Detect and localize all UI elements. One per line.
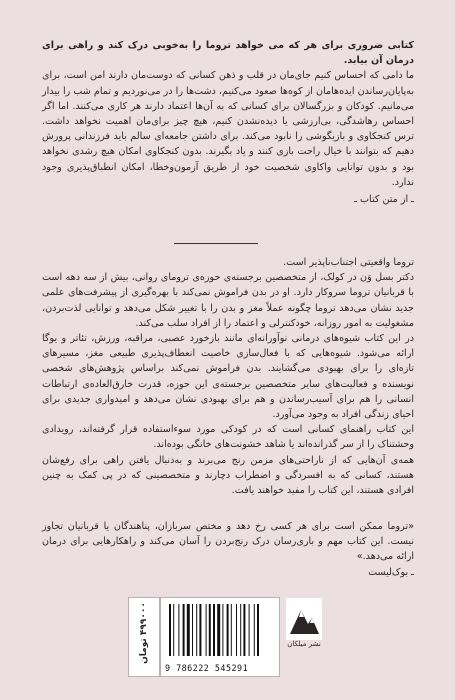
price-sticker (128, 597, 160, 677)
isbn-barcode (160, 597, 280, 677)
publisher-mountain-logo-icon (286, 598, 322, 640)
description-paragraph-2: دکتر بسل وَن در کولک، از متخصصین برجسته‌ی حوزه‌ی ترومای روانی، بیش از سه دهه است با قربانیان تروما سروکار دارد. او در بدن فراموش نمی‌کند با بهره‌گیری از پیشرفت‌های علمی جدید نشان می‌دهد تروما چگونه عملاً مغز و بدن را با تغییر شکل می‌دهد و توانایی لذت‌بردن، مشغولیت به امور روزانه، خودکنترلی و اعتماد را از افراد سلب می‌کند. (42, 272, 414, 329)
tagline: کتابی ضروری برای هر که می خواهد تروما را به‌خوبی درک کند و راهی برای درمان آن بیابد. (42, 40, 414, 67)
description-block (42, 255, 414, 498)
barcode-bars-icon (169, 604, 271, 656)
description-paragraph-5: همه‌ی آن‌هایی که از ناراحتی‌های مزمن رنج می‌برند و به‌دنبال یافتن راهی برای رفع‌شان هستند، کسانی که به افسردگی و اضطراب دچارند و متخصصینی که در پی کمک به چنین افرادی هستند، این کتاب را مفید خواهند یافت. (42, 454, 414, 497)
price-label: ۴۹۹۰۰۰ تومان (139, 602, 149, 664)
review-source: ـ بوک‌لیست (368, 566, 414, 578)
excerpt-block (42, 38, 414, 207)
description-paragraph-4: این کتاب راهنمای کسانی است که در کودکی مورد سوءاستفاده قرار گرفته‌اند، رویدادی وحشتناک را از سر گذرانده‌اند یا شاهد خشونت‌های خانگی بوده‌اند. (42, 424, 414, 451)
review-quote: «تروما ممکن است برای هر کسی رخ دهد و مختص سربازان، پناهندگان یا قربانیان تجاوز نیست. این کتاب مهم و باری‌رسان درک رنج‌بردن را آسان می‌کند و راهکارهایی برای درمان ارائه می‌دهد.» (42, 521, 414, 563)
description-paragraph-1: تروما واقعیتی اجتناب‌ناپذیر است. (283, 257, 414, 268)
excerpt-text: ما دامی که احساس کنیم جای‌مان در قلب و ذهن کسانی که دوست‌مان دارند امن است، برای به‌پایان‌رساندن ایده‌هامان از کوه‌ها صعود می‌کنیم، دشت‌ها را در می‌نوردیم و تمام شب را بیدار می‌مانیم. کودکان و بزرگسالان برای کسانی که به آن‌ها اعتماد دارند هر کاری می‌کنند. اما اگر احساس رهاشدگی، بی‌ارزشی یا دیده‌نشدن کنیم، هیچ چیز برای‌مان اهمیت نخواهد داشت. ترس کنجکاوی و بازیگوشی را نابود می‌کند. برای داشتن جامعه‌ای سالم باید فرزندانی پرورش دهیم که بتوانند با خیال راحت بازی کنند و یاد بگیرند. بدون کنجکاوی امکان هیچ رشدی نخواهد بود و بدون توانایی واکاوی شخصیت خود از طریق آزمون‌وخطا، امکان انطباق‌پذیری وجود ندارد. (42, 70, 414, 188)
section-divider (174, 243, 258, 244)
description-paragraph-3: در این کتاب شیوه‌های درمانی نوآورانه‌ای مانند بازخورد عصبی، مراقبه، ورزش، تئاتر و یوگا ارائه می‌شود. شیوه‌هایی که با فعال‌سازی خاصیت انعطاف‌پذیری طبیعی مغز، مسیرهای تازه‌ای را برای بهبودی می‌گشایند. بدن فراموش نمی‌کند براساس پژوهش‌های شخصی نویسنده و فعالیت‌های سایر متخصصین برجسته‌ی این حوزه، قدرت خارق‌العاده‌ی ارتباطات انسانی را هم برای آسیب‌رساندن و هم برای بهبودی نشان می‌دهد و امیدواری جدیدی برای احیای زندگی افراد به وجود می‌آورد. (42, 333, 414, 421)
isbn-number: 9 786222 545291 (165, 663, 249, 673)
publisher-name: نشر میلکان (287, 640, 321, 648)
review-block (42, 519, 414, 580)
excerpt-source: ـ از متن کتاب ـ (354, 194, 414, 206)
